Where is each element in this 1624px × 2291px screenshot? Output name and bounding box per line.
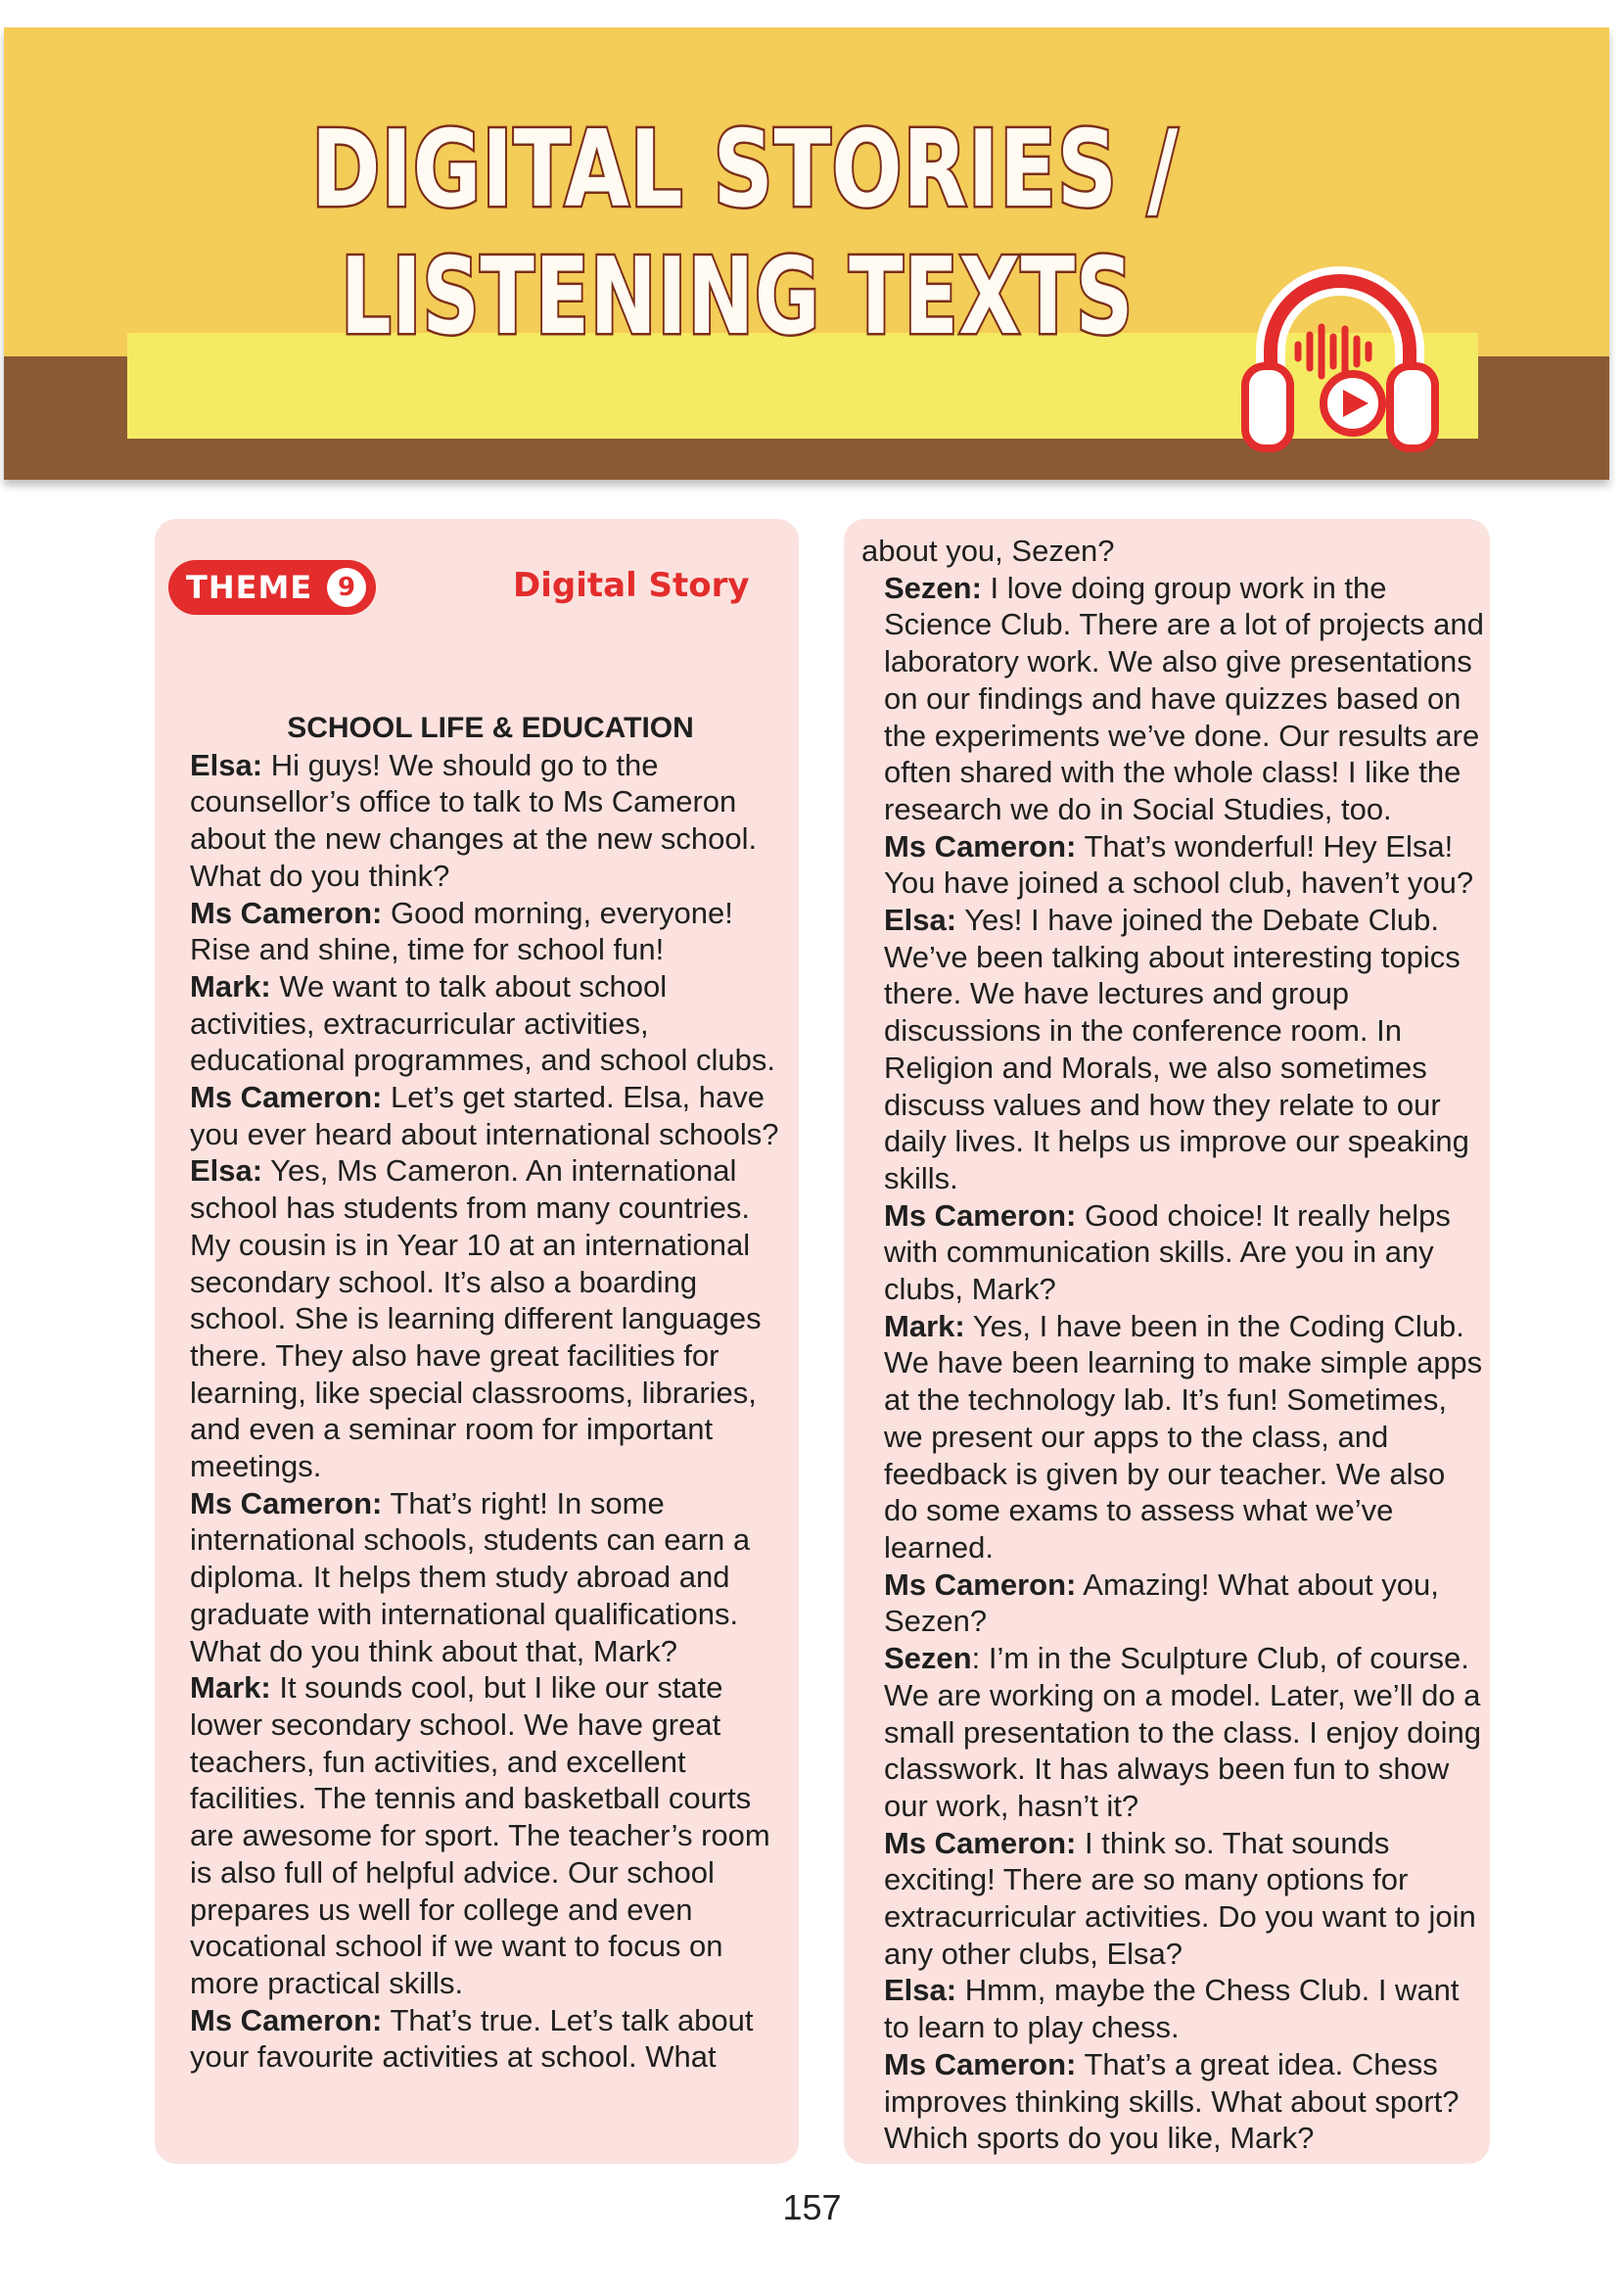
line-text: Yes, Ms Cameron. An international school has students from many countries. My cousin is in Year 10 at an international secondary school. It’s also a boarding school. She is learning different languages there. They also have great facilities for learning, like special classrooms, libraries, and even a seminar room for important meetings.	[190, 1153, 762, 1484]
dialogue-line	[861, 1308, 1484, 1566]
speaker-name: Elsa:	[190, 1153, 263, 1189]
dialogue-line	[861, 1825, 1484, 1973]
speaker-name: Mark:	[190, 968, 271, 1004]
story-heading: SCHOOL LIFE & EDUCATION	[287, 712, 694, 744]
theme-badge	[168, 560, 376, 615]
speaker-name: Elsa:	[884, 1973, 957, 2008]
line-text: Amazing! What about you, Sezen?	[884, 1566, 1439, 1639]
dialogue-line	[167, 895, 794, 968]
speaker-name: Ms Cameron:	[190, 1485, 383, 1520]
speaker-name: Ms Cameron:	[190, 1080, 383, 1115]
dialogue-line	[861, 2046, 1484, 2157]
title-line-2: LISTENING TEXTS	[341, 236, 1134, 358]
speaker-name: Ms Cameron:	[884, 1825, 1077, 1860]
line-text: It sounds cool, but I like our state lower secondary school. We have great teachers, fun activities, and excellent facilities. The tennis and basketball courts are awesome for sport. The teacher’s room is also full of helpful advice. Our school prepares us well for college and even vocational school if we want to focus on more practical skills.	[190, 1670, 770, 2000]
speaker-name: Ms Cameron:	[884, 2046, 1077, 2081]
theme-number: 9	[327, 568, 366, 607]
line-text: That’s true. Let’s talk about your favourite activities at school. What	[190, 2002, 754, 2075]
speaker-name: Sezen	[884, 1641, 972, 1676]
speaker-name: Ms Cameron:	[884, 1566, 1077, 1602]
theme-label: THEME	[186, 569, 313, 606]
speaker-name: Elsa:	[190, 747, 263, 782]
dialogue-continuation	[861, 533, 1484, 570]
line-text: Good morning, everyone! Rise and shine, time for school fun!	[190, 895, 733, 967]
line-text: That’s wonderful! Hey Elsa! You have joined a school club, haven’t you?	[884, 828, 1474, 901]
dialogue-line	[167, 2002, 794, 2076]
line-text: : I’m in the Sculpture Club, of course. We are working on a model. Later, we’ll do a small presentation to the class. I enjoy doing classwork. It has always been fun to show our work, hasn’t it?	[884, 1641, 1482, 1823]
dialogue-line	[861, 1566, 1484, 1640]
title-line-1: DIGITAL STORIES /	[311, 109, 1179, 231]
dialogue-line	[167, 968, 794, 1079]
story-column-right	[861, 533, 1484, 2157]
dialogue-line	[861, 570, 1484, 828]
line-text: Yes! I have joined the Debate Club. We’ve been talking about interesting topics there. We have lectures and group discussions in the conference room. In Religion and Morals, we also sometimes discuss values and how they relate to our daily lives. It helps us improve our speaking skills.	[884, 903, 1469, 1195]
dialogue-line	[167, 1669, 794, 2001]
dialogue-line	[861, 902, 1484, 1197]
dialogue-line	[861, 1972, 1484, 2045]
line-text: Good choice! It really helps with communication skills. Are you in any clubs, Mark?	[884, 1197, 1451, 1307]
speaker-name: Mark:	[884, 1308, 965, 1343]
dialogue-line	[167, 1485, 794, 1670]
story-type-label: Digital Story	[513, 566, 750, 605]
line-text: We want to talk about school activities, extracurricular activities, educational programmes, and school clubs.	[190, 968, 775, 1078]
speaker-name: Mark:	[190, 1670, 271, 1706]
line-text: I think so. That sounds exciting! There are so many options for extracurricular activities. Do you want to join any other clubs, Elsa?	[884, 1825, 1476, 1971]
story-column-left	[167, 710, 794, 2076]
line-text: Hmm, maybe the Chess Club. I want to learn to play chess.	[884, 1973, 1460, 2045]
line-text: That’s a great idea. Chess improves thinking skills. What about sport? Which sports do you like, Mark?	[884, 2046, 1460, 2156]
speaker-name: Ms Cameron:	[190, 2002, 383, 2037]
line-text: about you, Sezen?	[861, 534, 1115, 568]
speaker-name: Ms Cameron:	[884, 1197, 1077, 1233]
dialogue-line	[861, 1640, 1484, 1825]
dialogue-line	[167, 1079, 794, 1152]
speaker-name: Elsa:	[884, 903, 957, 938]
line-text: Hi guys! We should go to the counsellor’s office to talk to Ms Cameron about the new changes at the new school. What do you think?	[190, 747, 758, 893]
line-text: Yes, I have been in the Coding Club. We have been learning to make simple apps at the technology lab. It’s fun! Sometimes, we present our apps to the class, and feedback is given by our teacher. We also do some exams to assess what we’ve learned.	[884, 1308, 1483, 1565]
line-text: I love doing group work in the Science Club. There are a lot of projects and laboratory work. We also give presentations on our findings and have quizzes based on the experiments we’ve done. Our results are often shared with the whole class! I like the research we do in Social Studies, too.	[884, 570, 1484, 826]
dialogue-line	[167, 747, 794, 895]
dialogue-line	[861, 828, 1484, 902]
dialogue-line	[861, 1197, 1484, 1308]
speaker-name: Sezen:	[884, 570, 982, 605]
line-text: Let’s get started. Elsa, have you ever heard about international schools?	[190, 1080, 779, 1151]
page-number: 157	[782, 2187, 842, 2227]
speaker-name: Ms Cameron:	[884, 828, 1077, 864]
line-text: That’s right! In some international schools, students can earn a diploma. It helps them study abroad and graduate with international qualifications. What do you think about that, Mark?	[190, 1485, 751, 1668]
speaker-name: Ms Cameron:	[190, 895, 383, 930]
dialogue-line	[167, 1152, 794, 1484]
headphones-play-icon	[1231, 257, 1449, 462]
